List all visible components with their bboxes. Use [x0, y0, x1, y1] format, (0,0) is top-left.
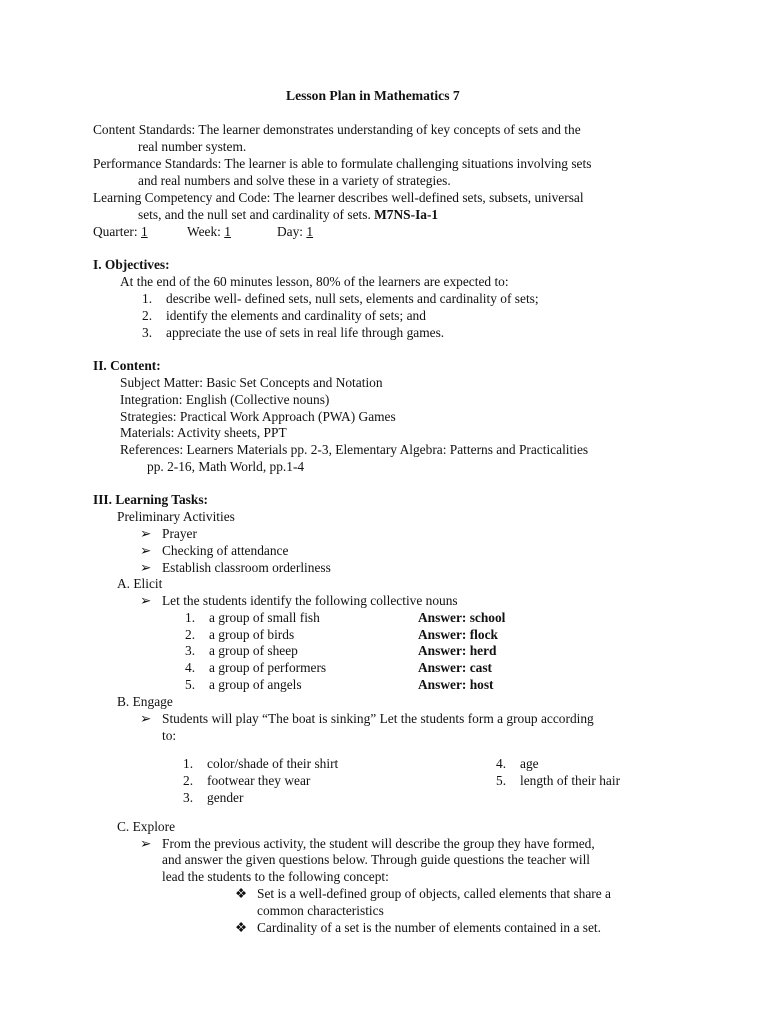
diamond-bullet-icon: ❖ — [235, 920, 248, 935]
references-line-1: References: Learners Materials pp. 2-3, Elementary Algebra: Patterns and Practicalities — [120, 442, 589, 457]
prelim-text: Checking of attendance — [162, 543, 289, 558]
objective-number: 1. — [142, 291, 153, 306]
elicit-question — [185, 627, 294, 644]
elicit-question-text: a group of angels — [209, 677, 302, 692]
page-title: Lesson Plan in Mathematics 7 — [286, 88, 460, 103]
subject-matter: Subject Matter: Basic Set Concepts and Notation — [120, 375, 383, 390]
elicit-question-text: a group of small fish — [209, 610, 320, 625]
elicit-question-text: a group of performers — [209, 660, 327, 675]
concept-item — [235, 920, 601, 937]
explore-instruction — [140, 836, 595, 853]
objective-number: 2. — [142, 308, 153, 323]
prelim-item — [140, 560, 331, 577]
content-standards-line-2: real number system. — [138, 139, 247, 154]
competency-line-2 — [138, 207, 438, 224]
elicit-answer: Answer: cast — [418, 660, 493, 675]
week-label: Week: — [187, 224, 221, 239]
engage-label: B. Engage — [117, 694, 173, 709]
explore-instruction-cont: and answer the given questions below. Through guide questions the teacher will — [162, 852, 591, 867]
elicit-question — [185, 643, 298, 660]
materials: Materials: Activity sheets, PPT — [120, 425, 287, 440]
elicit-answer: Answer: herd — [418, 643, 497, 658]
engage-criterion — [183, 773, 310, 790]
criterion-text: age — [520, 756, 539, 771]
arrow-bullet-icon: ➢ — [140, 560, 152, 575]
objective-text: appreciate the use of sets in real life through games. — [166, 325, 445, 340]
integration: Integration: English (Collective nouns) — [120, 392, 330, 407]
competency-line-1: Learning Competency and Code: The learner describes well-defined sets, subsets, universal — [93, 190, 584, 205]
content-standards-line-1: Content Standards: The learner demonstrates understanding of key concepts of sets and the — [93, 122, 581, 137]
competency-code: M7NS-Ia-1 — [374, 207, 439, 222]
objective-number: 3. — [142, 325, 153, 340]
criterion-number: 3. — [183, 790, 194, 805]
references-line-2: pp. 2-16, Math World, pp.1-4 — [147, 459, 305, 474]
engage-criterion — [496, 756, 539, 773]
prelim-text: Establish classroom orderliness — [162, 560, 331, 575]
prelim-item — [140, 526, 197, 543]
week-field — [187, 224, 231, 241]
arrow-bullet-icon: ➢ — [140, 526, 152, 541]
concept-text: Set is a well-defined group of objects, called elements that share a — [257, 886, 611, 901]
concept-text: Cardinality of a set is the number of elements contained in a set. — [257, 920, 601, 935]
concept-item — [235, 886, 611, 903]
elicit-question-text: a group of sheep — [209, 643, 298, 658]
elicit-intro-text: Let the students identify the following collective nouns — [162, 593, 458, 608]
prelim-text: Prayer — [162, 526, 197, 541]
week-value: 1 — [224, 224, 231, 239]
criterion-number: 4. — [496, 756, 507, 771]
arrow-bullet-icon: ➢ — [140, 711, 152, 726]
objective-text: identify the elements and cardinality of sets; and — [166, 308, 426, 323]
elicit-number: 1. — [185, 610, 196, 625]
elicit-number: 4. — [185, 660, 196, 675]
criterion-text: footwear they wear — [207, 773, 311, 788]
objective-item — [142, 308, 426, 325]
engage-instruction — [140, 711, 594, 728]
diamond-bullet-icon: ❖ — [235, 886, 248, 901]
objective-text: describe well- defined sets, null sets, elements and cardinality of sets; — [166, 291, 539, 306]
preliminary-activities: Preliminary Activities — [117, 509, 235, 524]
objective-item — [142, 325, 444, 342]
quarter-label: Quarter: — [93, 224, 138, 239]
elicit-number: 2. — [185, 627, 196, 642]
criterion-number: 5. — [496, 773, 507, 788]
arrow-bullet-icon: ➢ — [140, 543, 152, 558]
elicit-question — [185, 677, 302, 694]
explore-instruction-cont: lead the students to the following concept: — [162, 869, 389, 884]
elicit-answer: Answer: host — [418, 677, 494, 692]
learning-tasks-heading: III. Learning Tasks: — [93, 492, 208, 507]
elicit-question — [185, 660, 326, 677]
elicit-question-text: a group of birds — [209, 627, 295, 642]
explore-text: From the previous activity, the student will describe the group they have formed, — [162, 836, 595, 851]
engage-instruction-cont: to: — [162, 728, 177, 743]
competency-text: sets, and the null set and cardinality of sets. — [138, 207, 371, 222]
arrow-bullet-icon: ➢ — [140, 836, 152, 851]
quarter-value: 1 — [140, 224, 148, 239]
prelim-item — [140, 543, 288, 560]
engage-text: Students will play “The boat is sinking” Let the students form a group according — [162, 711, 594, 726]
elicit-answer: Answer: flock — [418, 627, 498, 642]
performance-standards-line-2: and real numbers and solve these in a variety of strategies. — [138, 173, 451, 188]
criterion-number: 2. — [183, 773, 194, 788]
engage-criterion — [183, 790, 243, 807]
objective-item — [142, 291, 539, 308]
criterion-text: gender — [207, 790, 244, 805]
criterion-text: color/shade of their shirt — [207, 756, 339, 771]
objectives-intro: At the end of the 60 minutes lesson, 80% of the learners are expected to: — [120, 274, 509, 289]
elicit-number: 5. — [185, 677, 196, 692]
elicit-answer: Answer: school — [418, 610, 506, 625]
elicit-intro — [140, 593, 458, 610]
criterion-text: length of their hair — [520, 773, 621, 788]
performance-standards-line-1: Performance Standards: The learner is able to formulate challenging situations involving sets — [93, 156, 592, 171]
criterion-number: 1. — [183, 756, 194, 771]
content-heading: II. Content: — [93, 358, 161, 373]
day-field — [277, 224, 313, 241]
day-value: 1 — [306, 224, 314, 239]
elicit-number: 3. — [185, 643, 196, 658]
objectives-heading: I. Objectives: — [93, 257, 170, 272]
engage-criterion — [496, 773, 620, 790]
elicit-question — [185, 610, 320, 627]
arrow-bullet-icon: ➢ — [140, 593, 152, 608]
explore-label: C. Explore — [117, 819, 176, 834]
elicit-label: A. Elicit — [117, 576, 163, 591]
day-label: Day: — [277, 224, 304, 239]
concept-text-cont: common characteristics — [257, 903, 384, 918]
strategies: Strategies: Practical Work Approach (PWA) Games — [120, 409, 396, 424]
engage-criterion — [183, 756, 338, 773]
schedule-line — [93, 224, 148, 241]
